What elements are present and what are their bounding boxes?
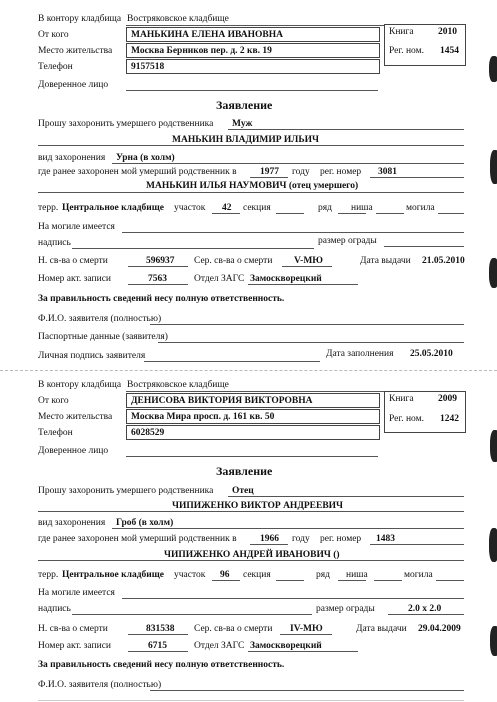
- issue-date-label: Дата выдачи: [356, 624, 407, 634]
- binder-hole-mark: [490, 150, 497, 184]
- request-label: Прошу захоронить умершего родственника: [38, 486, 214, 496]
- death-cert-value: 596937: [146, 256, 175, 266]
- burial-type-value: Урна (в холм): [116, 153, 175, 163]
- responsibility-text: За правильность сведений несу полную ответственность.: [38, 660, 285, 670]
- death-cert-label: Н. св-ва о смерти: [38, 256, 108, 266]
- from-label: От кого: [38, 30, 69, 40]
- act-label: Номер акт. записи: [38, 274, 111, 284]
- plot-value: 42: [222, 203, 232, 213]
- fence-size-label: размер ограды: [316, 604, 375, 614]
- terr-value: Центральное кладбище: [62, 570, 164, 580]
- cemetery-label: В контору кладбища: [38, 380, 122, 390]
- phone-label: Телефон: [38, 428, 73, 438]
- phone-value: 9157518: [131, 62, 165, 72]
- burial-type-value: Гроб (в холм): [116, 518, 174, 528]
- address-label: Место жительства: [38, 412, 113, 422]
- terr-value: Центральное кладбище: [62, 203, 164, 213]
- cemetery-label: В контору кладбища: [38, 14, 122, 24]
- deceased-name: ЧИПИЖЕНКО ВИКТОР АНДРЕЕВИЧ: [172, 501, 344, 511]
- book-label: Книга: [389, 394, 414, 404]
- request-label: Прошу захоронить умершего родственника: [38, 119, 214, 129]
- form-title: Заявление: [216, 464, 273, 478]
- death-cert-series-value: IV-МЮ: [290, 624, 323, 634]
- prev-burial-label: где ранее захоронен мой умерший родственник в: [38, 167, 237, 177]
- relation-value: Муж: [232, 119, 253, 129]
- prev-regnum-label: рег. номер: [320, 167, 362, 177]
- cemetery-value: Востряковское кладбище: [127, 380, 229, 390]
- zags-value: Замоскворецкий: [250, 274, 322, 284]
- plot-label: участок: [174, 203, 206, 213]
- section-label: секция: [243, 203, 271, 213]
- burial-type-label: вид захоронения: [38, 153, 106, 163]
- signature-label: Личная подпись заявителя: [38, 351, 146, 361]
- act-label: Номер акт. записи: [38, 641, 111, 651]
- binder-hole-mark: [489, 56, 497, 82]
- book-value: 2009: [438, 394, 457, 404]
- issue-date-value: 21.05.2010: [422, 256, 465, 266]
- from-label: От кого: [38, 396, 69, 406]
- inscription-label: надпись: [38, 604, 71, 614]
- act-value: 6715: [148, 641, 167, 651]
- binder-hole-mark: [489, 528, 497, 562]
- terr-label: терр.: [38, 570, 59, 580]
- fence-size-value: 2.0 x 2.0: [408, 604, 442, 614]
- row-label: ряд: [316, 570, 330, 580]
- inscription-label: надпись: [38, 238, 71, 248]
- regnum-value: 1242: [440, 414, 459, 424]
- from-value: ДЕНИСОВА ВИКТОРИЯ ВИКТОРОВНА: [131, 396, 313, 406]
- grave-has-label: На могиле имеется: [38, 222, 115, 232]
- issue-date-value: 29.04.2009: [418, 624, 461, 634]
- zags-value: Замоскворецкий: [250, 641, 322, 651]
- binder-hole-mark: [490, 430, 497, 462]
- relative-name: ЧИПИЖЕНКО АНДРЕЙ ИВАНОВИЧ (): [164, 550, 340, 560]
- death-cert-label: Н. св-ва о смерти: [38, 624, 108, 634]
- cemetery-value: Востряковское кладбище: [127, 14, 229, 24]
- year-label: году: [292, 167, 310, 177]
- prev-regnum-label: рег. номер: [320, 534, 362, 544]
- address-label: Место жительства: [38, 46, 113, 56]
- niche-label: ниша: [346, 570, 368, 580]
- from-value: МАНЬКИНА ЕЛЕНА ИВАНОВНА: [131, 30, 284, 40]
- prev-year: 1966: [260, 534, 279, 544]
- prev-regnum-value: 1483: [376, 534, 395, 544]
- plot-value: 96: [220, 570, 230, 580]
- zags-label: Отдел ЗАГС: [194, 641, 245, 651]
- prev-burial-label: где ранее захоронен мой умерший родственник в: [38, 534, 237, 544]
- applicant-name-label: Ф.И.О. заявителя (полностью): [38, 680, 162, 690]
- proxy-label: Доверенное лицо: [38, 80, 109, 90]
- death-cert-series-label: Сер. св-ва о смерти: [194, 256, 273, 266]
- death-cert-value: 831538: [146, 624, 175, 634]
- binder-hole-mark: [490, 626, 497, 656]
- grave-label: могила: [406, 203, 435, 213]
- deceased-name: МАНЬКИН ВЛАДИМИР ИЛЬИЧ: [172, 135, 320, 145]
- address-value: Москва Мира просп. д. 161 кв. 50: [131, 412, 275, 422]
- prev-year: 1977: [260, 167, 279, 177]
- act-value: 7563: [148, 274, 167, 284]
- form-separator: [0, 370, 497, 371]
- responsibility-text: За правильность сведений несу полную ответственность.: [38, 294, 285, 304]
- filled-date-label: Дата заполнения: [326, 349, 394, 359]
- terr-label: терр.: [38, 203, 59, 213]
- regnum-value: 1454: [440, 46, 459, 56]
- form-title: Заявление: [216, 98, 273, 112]
- plot-label: участок: [174, 570, 206, 580]
- applicant-name-label: Ф.И.О. заявителя (полностью): [38, 314, 162, 324]
- phone-value: 6028529: [131, 428, 165, 438]
- address-value: Москва Берников пер. д. 2 кв. 19: [131, 46, 272, 56]
- row-label: ряд: [318, 203, 332, 213]
- book-value: 2010: [438, 27, 457, 37]
- zags-label: Отдел ЗАГС: [194, 274, 245, 284]
- relation-value: Отец: [232, 486, 254, 496]
- section-label: секция: [243, 570, 271, 580]
- year-label: году: [292, 534, 310, 544]
- regnum-label: Рег. ном.: [389, 414, 424, 424]
- regnum-label: Рег. ном.: [389, 46, 424, 56]
- phone-label: Телефон: [38, 62, 73, 72]
- passport-label: Паспортные данные (заявителя): [38, 332, 168, 342]
- issue-date-label: Дата выдачи: [360, 256, 411, 266]
- book-label: Книга: [389, 27, 414, 37]
- death-cert-series-value: V-МЮ: [294, 256, 323, 266]
- prev-regnum-value: 3081: [378, 167, 397, 177]
- relative-name: МАНЬКИН ИЛЬЯ НАУМОВИЧ (отец умершего): [146, 181, 359, 191]
- proxy-label: Доверенное лицо: [38, 446, 109, 456]
- filled-date-value: 25.05.2010: [410, 349, 453, 359]
- grave-label: могила: [404, 570, 433, 580]
- grave-has-label: На могиле имеется: [38, 588, 115, 598]
- binder-hole-mark: [489, 258, 497, 288]
- death-cert-series-label: Сер. св-ва о смерти: [194, 624, 273, 634]
- fence-size-label: размер ограды: [318, 236, 377, 246]
- niche-label: ниша: [351, 203, 373, 213]
- burial-type-label: вид захоронения: [38, 518, 106, 528]
